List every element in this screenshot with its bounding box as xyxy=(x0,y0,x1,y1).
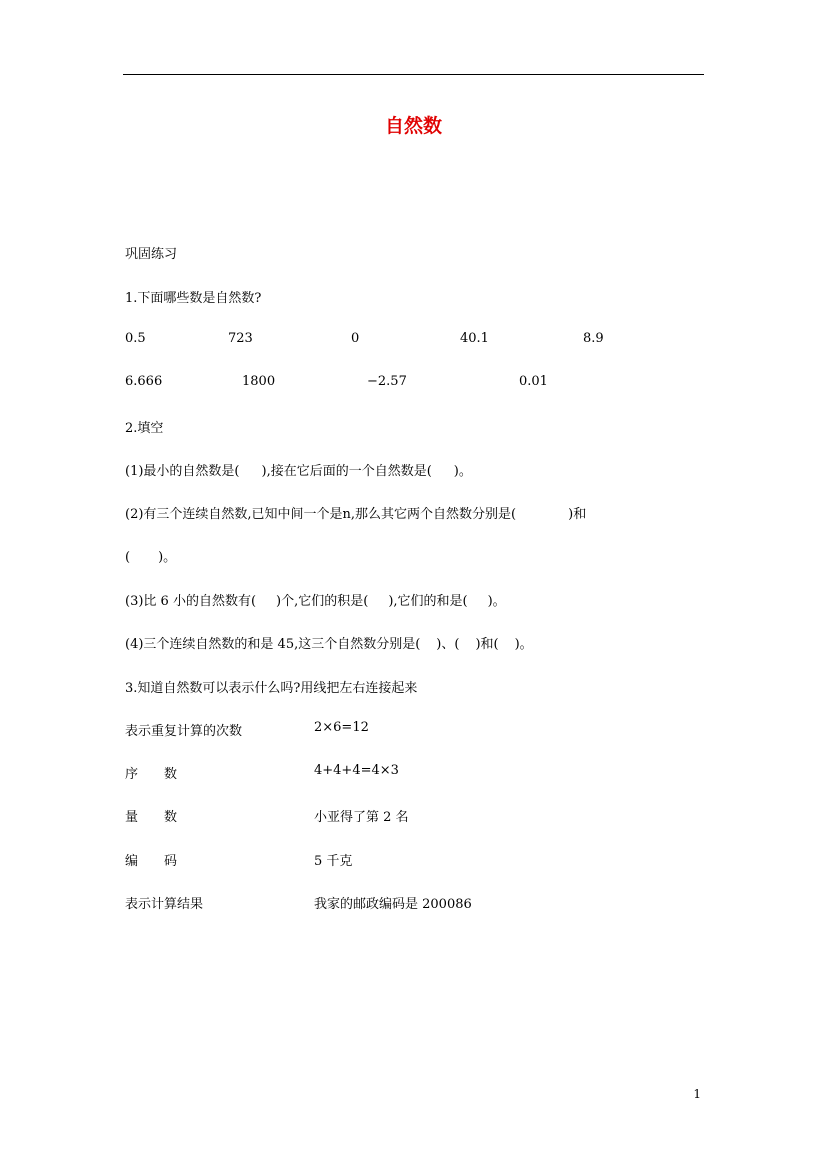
section-heading: 巩固练习 xyxy=(125,247,178,262)
number-option: 0.01 xyxy=(519,374,548,389)
number-option: 8.9 xyxy=(583,331,604,346)
number-option: 0 xyxy=(351,331,360,346)
number-option: 1800 xyxy=(242,374,276,389)
match-left-item: 表示重复计算的次数 xyxy=(125,724,243,739)
fill-blank-2-cont: ( )。 xyxy=(125,550,177,565)
fill-blank-1: (1)最小的自然数是( ),接在它后面的一个自然数是( )。 xyxy=(125,464,472,479)
number-option: 40.1 xyxy=(460,331,489,346)
header-rule xyxy=(123,74,704,75)
number-option: 723 xyxy=(228,331,253,346)
number-option: 0.5 xyxy=(125,331,146,346)
match-right-item: 小亚得了第 2 名 xyxy=(314,810,409,825)
number-option: −2.57 xyxy=(367,374,407,389)
match-right-item: 4+4+4=4×3 xyxy=(314,763,399,778)
match-left-item: 编 码 xyxy=(125,854,178,869)
question-3-prompt: 3.知道自然数可以表示什么吗?用线把左右连接起来 xyxy=(125,681,418,696)
match-left-item: 量 数 xyxy=(125,810,178,825)
question-2-prompt: 2.填空 xyxy=(125,421,164,436)
match-right-item: 2×6=12 xyxy=(314,720,369,735)
match-right-item: 5 千克 xyxy=(314,854,353,869)
match-right-item: 我家的邮政编码是 200086 xyxy=(314,897,472,912)
number-option: 6.666 xyxy=(125,374,163,389)
fill-blank-3: (3)比 6 小的自然数有( )个,它们的积是( ),它们的和是( )。 xyxy=(125,594,506,609)
match-left-item: 序 数 xyxy=(125,767,178,782)
fill-blank-4: (4)三个连续自然数的和是 45,这三个自然数分别是( )、( )和( )。 xyxy=(125,637,533,652)
match-left-item: 表示计算结果 xyxy=(125,897,204,912)
question-1-prompt: 1.下面哪些数是自然数? xyxy=(125,291,262,306)
page-number: 1 xyxy=(693,1087,701,1101)
page-title: 自然数 xyxy=(384,115,442,137)
fill-blank-2: (2)有三个连续自然数,已知中间一个是n,那么其它两个自然数分别是( )和 xyxy=(125,507,587,522)
